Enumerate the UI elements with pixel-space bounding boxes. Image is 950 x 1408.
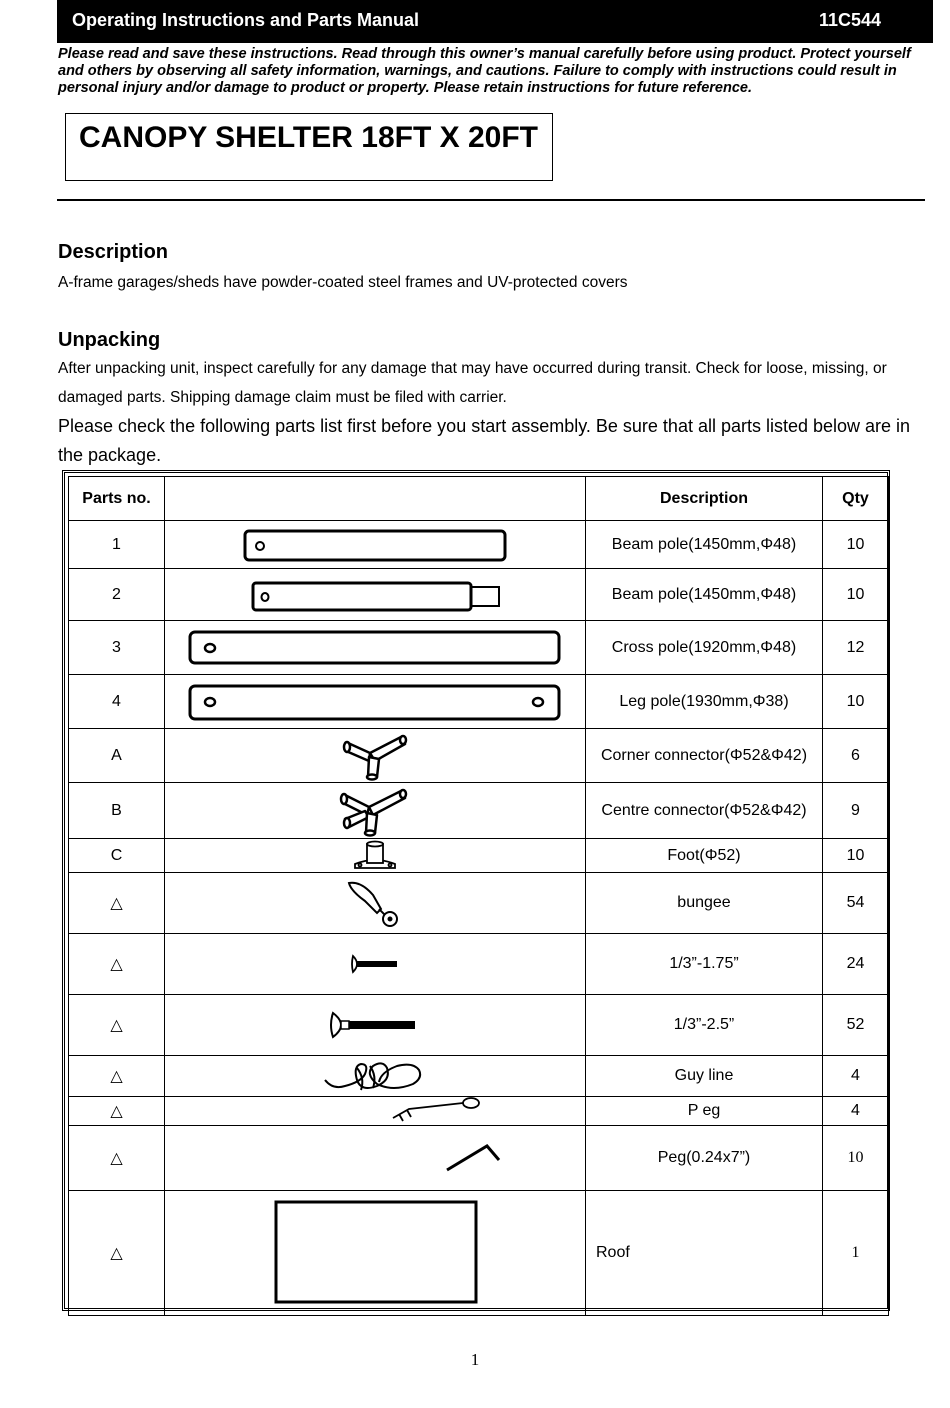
short-bolt-icon bbox=[165, 944, 586, 984]
table-row bbox=[69, 873, 889, 934]
part-qty: 4 bbox=[823, 1056, 889, 1097]
guy-line-icon bbox=[165, 1056, 586, 1096]
table-row bbox=[69, 1191, 889, 1316]
part-no: 2 bbox=[69, 569, 165, 621]
part-no: 3 bbox=[69, 621, 165, 675]
header-description: Description bbox=[586, 477, 823, 521]
part-qty: 12 bbox=[823, 621, 889, 675]
part-description: Foot(Φ52) bbox=[586, 839, 823, 873]
part-description: Roof bbox=[586, 1191, 823, 1316]
parts-table bbox=[62, 470, 890, 1311]
part-no: △ bbox=[69, 1097, 165, 1126]
part-qty: 4 bbox=[823, 1097, 889, 1126]
product-name: CANOPY SHELTER 18FT X 20FT bbox=[79, 121, 538, 154]
part-description: Beam pole(1450mm,Φ48) bbox=[586, 521, 823, 569]
part-qty: 9 bbox=[823, 783, 889, 839]
table-row bbox=[69, 995, 889, 1056]
part-no: 1 bbox=[69, 521, 165, 569]
peg-ring-icon bbox=[165, 1097, 586, 1125]
header-qty: Qty bbox=[823, 477, 889, 521]
part-qty: 52 bbox=[823, 995, 889, 1056]
table-row bbox=[69, 621, 889, 675]
part-no: △ bbox=[69, 934, 165, 995]
part-qty: 10 bbox=[823, 569, 889, 621]
table-row bbox=[69, 729, 889, 783]
part-description: bungee bbox=[586, 873, 823, 934]
table-row bbox=[69, 675, 889, 729]
part-description: P eg bbox=[586, 1097, 823, 1126]
part-no: C bbox=[69, 839, 165, 873]
part-no: △ bbox=[69, 1126, 165, 1191]
part-no: 4 bbox=[69, 675, 165, 729]
part-description: 1/3”-1.75” bbox=[586, 934, 823, 995]
description-text: A-frame garages/sheds have powder-coated steel frames and UV-protected covers bbox=[58, 274, 628, 291]
leg-pole-icon bbox=[165, 680, 586, 724]
foot-icon bbox=[165, 840, 586, 872]
table-row bbox=[69, 569, 889, 621]
part-no: △ bbox=[69, 1056, 165, 1097]
table-row bbox=[69, 934, 889, 995]
parts-check-text: Please check the following parts list first before you start assembly. Be sure that all parts listed below are in the package. bbox=[58, 416, 911, 465]
part-qty: 10 bbox=[823, 521, 889, 569]
part-no: △ bbox=[69, 873, 165, 934]
beam-pole-icon bbox=[165, 525, 586, 565]
part-qty: 24 bbox=[823, 934, 889, 995]
part-description: Beam pole(1450mm,Φ48) bbox=[586, 569, 823, 621]
part-qty: 10 bbox=[823, 839, 889, 873]
part-description: Centre connector(Φ52&Φ42) bbox=[586, 783, 823, 839]
part-qty: 10 bbox=[823, 675, 889, 729]
part-no: △ bbox=[69, 1191, 165, 1316]
page-number: 1 bbox=[470, 1350, 480, 1369]
table-row bbox=[69, 1126, 889, 1191]
cross-pole-icon bbox=[165, 626, 586, 670]
part-qty: 54 bbox=[823, 873, 889, 934]
table-row bbox=[69, 1056, 889, 1097]
product-name-box bbox=[65, 113, 553, 181]
table-row bbox=[69, 1097, 889, 1126]
part-description: Peg(0.24x7”) bbox=[586, 1126, 823, 1191]
unpacking-heading: Unpacking bbox=[58, 329, 161, 351]
part-no: △ bbox=[69, 995, 165, 1056]
unpacking-text: After unpacking unit, inspect carefully for any damage that may have occurred during transit. Check for loose, missing, or damaged parts. Shipping damage claim must be filed with carrier. bbox=[58, 360, 887, 406]
part-description: Leg pole(1930mm,Φ38) bbox=[586, 675, 823, 729]
intro-warning: Please read and save these instructions. Read through this owner’s manual carefully before using product. Protect yourself and others by observing all safety information, warnings, and cautions. Failure to comply with instructions could result in personal injury and/or damage to product or property. Please retain instructions for future reference. bbox=[58, 46, 911, 96]
part-qty: 1 bbox=[823, 1191, 889, 1316]
table-row bbox=[69, 521, 889, 569]
part-description: Guy line bbox=[586, 1056, 823, 1097]
description-heading: Description bbox=[58, 241, 169, 263]
beam-pole-insert-icon bbox=[165, 575, 586, 615]
part-no: B bbox=[69, 783, 165, 839]
manual-title: Operating Instructions and Parts Manual bbox=[72, 10, 420, 30]
header-parts-no: Parts no. bbox=[69, 477, 165, 521]
header-image bbox=[165, 477, 586, 521]
table-row bbox=[69, 783, 889, 839]
model-number: 11C544 bbox=[818, 10, 881, 30]
part-no: A bbox=[69, 729, 165, 783]
long-bolt-icon bbox=[165, 1005, 586, 1045]
part-qty: 6 bbox=[823, 729, 889, 783]
part-description: 1/3”-2.5” bbox=[586, 995, 823, 1056]
part-description: Cross pole(1920mm,Φ48) bbox=[586, 621, 823, 675]
roof-icon bbox=[165, 1198, 586, 1308]
part-description: Corner connector(Φ52&Φ42) bbox=[586, 729, 823, 783]
divider bbox=[57, 199, 925, 201]
peg-hook-icon bbox=[165, 1130, 586, 1186]
centre-connector-icon bbox=[165, 785, 586, 837]
bungee-icon bbox=[165, 875, 586, 931]
part-qty: 10 bbox=[823, 1126, 889, 1191]
table-row bbox=[69, 839, 889, 873]
header-bar bbox=[57, 0, 933, 43]
corner-connector-icon bbox=[165, 731, 586, 781]
table-header-row bbox=[69, 477, 889, 521]
